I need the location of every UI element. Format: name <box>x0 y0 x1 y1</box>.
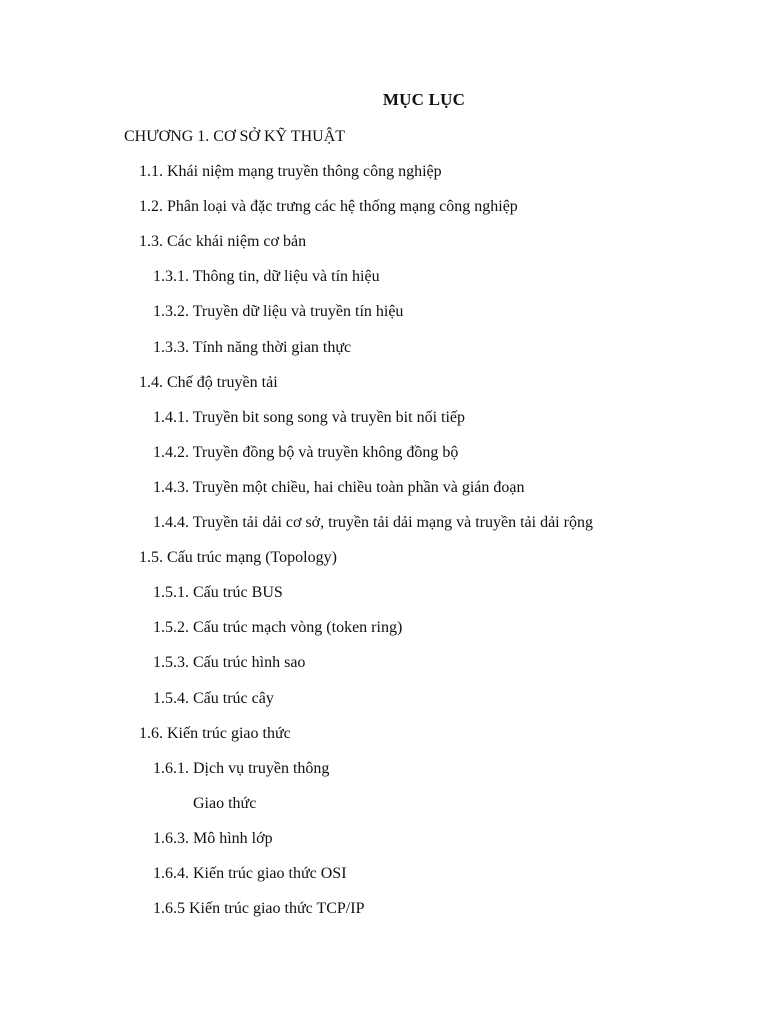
toc-entry-1-5[interactable]: 1.5. Cấu trúc mạng (Topology) <box>139 549 337 567</box>
toc-entry-1-4-4[interactable]: 1.4.4. Truyền tải dải cơ sở, truyền tải dải mạng và truyền tải dải rộng <box>153 514 593 532</box>
toc-entry-1-4-1[interactable]: 1.4.1. Truyền bit song song và truyền bit nối tiếp <box>153 408 465 426</box>
toc-entry-1-4[interactable]: 1.4. Chế độ truyền tải <box>139 373 278 391</box>
toc-entry-1-6[interactable]: 1.6. Kiến trúc giao thức <box>139 724 291 742</box>
toc-entry-1-4-2[interactable]: 1.4.2. Truyền đồng bộ và truyền không đồng bộ <box>153 443 459 461</box>
toc-entry-1-6-5[interactable]: 1.6.5 Kiến trúc giao thức TCP/IP <box>153 900 365 918</box>
toc-entry-1-6-4[interactable]: 1.6.4. Kiến trúc giao thức OSI <box>153 864 347 882</box>
page-title: MỤC LỤC <box>382 90 466 109</box>
toc-entry-1-3-2[interactable]: 1.3.2. Truyền dữ liệu và truyền tín hiệu <box>153 303 404 321</box>
toc-entry-1-6-3[interactable]: 1.6.3. Mô hình lớp <box>153 829 273 847</box>
toc-entry-giao-thuc[interactable]: Giao thức <box>193 794 257 812</box>
table-of-contents <box>0 125 768 932</box>
toc-entry-1-6-1[interactable]: 1.6.1. Dịch vụ truyền thông <box>153 759 330 777</box>
toc-entry-1-4-3[interactable]: 1.4.3. Truyền một chiều, hai chiều toàn phần và gián đoạn <box>153 478 525 496</box>
toc-entry-1-5-3[interactable]: 1.5.3. Cấu trúc hình sao <box>153 654 306 672</box>
toc-entry-1-2[interactable]: 1.2. Phân loại và đặc trưng các hệ thống mạng công nghiệp <box>139 198 518 216</box>
toc-entry-1-3-1[interactable]: 1.3.1. Thông tin, dữ liệu và tín hiệu <box>153 268 380 286</box>
toc-chapter-1[interactable]: CHƯƠNG 1. CƠ SỞ KỸ THUẬT <box>124 128 346 145</box>
toc-entry-1-5-4[interactable]: 1.5.4. Cấu trúc cây <box>153 689 274 707</box>
toc-entry-1-1[interactable]: 1.1. Khái niệm mạng truyền thông công nghiệp <box>139 163 442 181</box>
toc-entry-1-5-1[interactable]: 1.5.1. Cấu trúc BUS <box>153 584 283 602</box>
toc-entry-1-3-3[interactable]: 1.3.3. Tính năng thời gian thực <box>153 338 352 356</box>
toc-entry-1-3[interactable]: 1.3. Các khái niệm cơ bản <box>139 233 307 251</box>
toc-entry-1-5-2[interactable]: 1.5.2. Cấu trúc mạch vòng (token ring) <box>153 619 403 637</box>
